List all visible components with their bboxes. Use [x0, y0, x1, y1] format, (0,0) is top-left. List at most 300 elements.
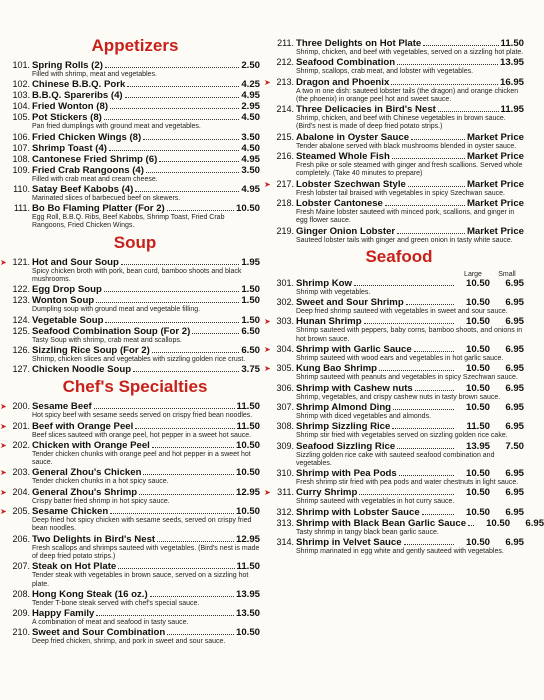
menu-item — [270, 517, 544, 537]
item-price: Market Price — [466, 225, 524, 237]
item-price: 10.50 — [235, 203, 260, 215]
right-column — [264, 0, 544, 556]
chili-pepper-icon: ➤ — [0, 507, 7, 517]
menu-item — [270, 537, 528, 556]
item-header — [12, 314, 260, 326]
item-number: 111. — [13, 203, 30, 214]
item-number: 127. — [12, 364, 30, 375]
menu-item — [0, 401, 264, 420]
item-number: 125. — [12, 325, 30, 336]
item-name: Steak on Hot Plate — [32, 561, 117, 573]
item-header — [12, 533, 260, 545]
item-header — [12, 101, 260, 113]
menu-item — [6, 165, 264, 184]
leader-dots — [143, 474, 234, 475]
item-number: 307. — [276, 401, 294, 412]
menu-item — [264, 76, 528, 105]
item-number: 122. — [12, 284, 30, 295]
item-header — [12, 256, 260, 268]
menu-item — [6, 60, 264, 79]
menu-item — [6, 345, 264, 364]
item-header — [12, 588, 260, 600]
price-small: 6.95 — [505, 363, 524, 375]
item-name: General Zhou's Chicken — [32, 467, 142, 479]
leader-dots — [110, 108, 239, 109]
item-header — [276, 344, 524, 356]
item-header — [12, 164, 260, 176]
item-description: Shrimp with vegetables. — [296, 288, 371, 296]
item-name: Three Delicacies in Bird's Nest — [296, 104, 436, 116]
item-header — [12, 131, 260, 143]
item-name: Seafood Combination Soup (For 2) — [32, 325, 191, 337]
item-name: Seafood Sizzling Rice — [296, 440, 396, 452]
menu-item — [270, 132, 528, 151]
item-name: Sweet and Sour Shrimp — [296, 297, 404, 309]
item-name: Bo Bo Flaming Platter (For 2) — [32, 203, 165, 215]
item-number: 310. — [276, 468, 294, 479]
item-price: Market Price — [466, 131, 524, 143]
item-number: 202. — [12, 439, 30, 450]
item-number: 101. — [12, 60, 30, 70]
item-name: Three Delights on Hot Plate — [296, 38, 422, 49]
price-large: 10.50 — [486, 517, 511, 529]
menu-item — [264, 316, 528, 344]
item-header — [12, 325, 260, 337]
leader-dots — [104, 291, 240, 292]
item-number: 214. — [276, 104, 294, 115]
item-name: Shrimp Almond Ding — [296, 401, 392, 413]
item-name: B.B.Q. Spareribs (4) — [32, 90, 123, 102]
item-description: Tender chicken chunks with orange peel and hot pepper in a sweet hot sauce. — [32, 450, 251, 467]
item-description: Sauteed lobster tails with ginger and green onion in tasty white sauce. — [296, 236, 513, 244]
menu-item — [0, 439, 264, 468]
menu-item — [6, 90, 264, 101]
chili-pepper-icon: ➤ — [0, 402, 7, 412]
item-number: 110. — [13, 183, 30, 194]
menu-item — [6, 184, 264, 203]
leader-dots — [121, 264, 239, 265]
leader-dots — [143, 139, 239, 140]
item-header — [13, 203, 260, 215]
price-large: 10.50 — [465, 363, 490, 375]
specialties-title: Chef's Specialties — [62, 377, 208, 397]
item-number: 306. — [276, 382, 294, 393]
item-header — [12, 627, 260, 639]
item-name: Shrimp with Black Bean Garlic Sauce — [296, 517, 467, 529]
item-name: Hot and Sour Soup — [32, 256, 119, 268]
price-large: 11.50 — [466, 421, 490, 433]
item-description: Tender steak with vegetables in brown sauce, served on a sizzling hot plate. — [32, 572, 249, 588]
item-header — [12, 295, 260, 307]
leader-dots — [104, 119, 239, 120]
item-description: Fresh pike or sole steamed with ginger and fresh scallions. Served whole completely. (Take 40 minutes to prepare) — [296, 162, 523, 178]
item-price: 3.75 — [241, 364, 260, 376]
item-description: Beef slices sauteed with orange peel, hot pepper in a sweet hot sauce. — [32, 431, 252, 439]
item-number: 311. — [277, 487, 294, 498]
item-description: Deep fried shrimp sauteed with vegetables in sweet and sour sauce. — [296, 308, 508, 316]
item-description: Crispy batter fried shrimp in hot spicy sauce. — [32, 497, 170, 505]
item-header — [12, 364, 260, 376]
menu-item — [270, 297, 528, 316]
leader-dots — [94, 408, 235, 409]
item-name: Sizzling Rice Soup (For 2) — [32, 344, 150, 356]
item-header — [276, 440, 524, 452]
menu-item — [264, 363, 528, 382]
leader-dots — [157, 541, 234, 542]
item-header — [12, 608, 260, 620]
menu-item — [6, 589, 264, 608]
item-description: Fresh lobster tail braised with vegetables in spicy Szechwan sauce. — [296, 189, 505, 197]
price-small: 7.50 — [505, 440, 524, 452]
item-number: 102. — [12, 79, 30, 90]
price-large: 10.50 — [465, 277, 490, 289]
item-price: 11.95 — [500, 104, 524, 116]
menu-item — [0, 467, 264, 486]
size-large-label: Large — [464, 270, 482, 278]
leader-dots — [404, 544, 454, 545]
leader-dots — [438, 111, 499, 112]
item-header — [277, 38, 524, 49]
item-name: Shrimp Sizzling Rice — [296, 421, 391, 433]
leader-dots — [96, 615, 234, 616]
item-number: 207. — [12, 561, 30, 572]
item-number: 126. — [12, 344, 30, 355]
left-column — [0, 0, 264, 647]
item-description: Tender chicken chunks in a hot spicy sauce. — [32, 478, 169, 486]
leader-dots — [109, 150, 239, 151]
leader-dots — [408, 186, 465, 187]
leader-dots — [135, 428, 234, 429]
leader-dots — [423, 45, 498, 46]
item-description: Deep fried hot spicy chicken with sesame seeds, served on crispy fried bean noodles. — [32, 517, 252, 533]
item-price: Market Price — [466, 151, 524, 163]
menu-item — [0, 506, 264, 534]
price-small: 6.95 — [505, 316, 524, 328]
menu-item — [270, 278, 528, 297]
menu-item — [6, 608, 264, 627]
item-header — [12, 60, 260, 71]
item-price: Market Price — [466, 197, 524, 209]
chili-pepper-icon: ➤ — [0, 421, 7, 431]
item-price: 10.50 — [235, 439, 260, 451]
item-price: 10.50 — [235, 627, 260, 639]
item-number: 219. — [276, 225, 294, 236]
item-number: 123. — [12, 295, 30, 306]
price-small: 6.95 — [505, 401, 524, 413]
item-name: Chicken with Orange Peel — [32, 439, 150, 451]
item-description: A two in one dish: sauteed lobster tails (the dragon) and orange chicken (the phoenix) in orange peel hot and sweet sauce. — [296, 87, 519, 103]
item-number: 215. — [276, 131, 294, 142]
item-number: 309. — [276, 440, 294, 451]
item-number: 211. — [277, 38, 294, 48]
leader-dots — [392, 158, 465, 159]
item-description: Shrimp, chicken, and beef with Chinese vegetables in brown sauce. (Bird's nest is made of deep fried potato strips.) — [296, 115, 506, 131]
item-header — [276, 506, 524, 518]
menu-item — [270, 151, 528, 179]
leader-dots — [125, 97, 240, 98]
menu-item — [6, 112, 264, 131]
leader-dots — [364, 323, 454, 324]
item-price: 11.50 — [236, 561, 260, 573]
item-header — [12, 112, 260, 124]
menu-item — [6, 203, 264, 231]
price-small: 6.95 — [505, 421, 524, 433]
menu-item — [6, 534, 264, 562]
item-description: Filled with crab meat and cream cheese. — [32, 175, 158, 183]
menu-item — [6, 154, 264, 165]
item-name: Dragon and Phoenix — [296, 76, 390, 88]
price-small: 6.95 — [505, 468, 524, 480]
item-number: 208. — [12, 588, 30, 599]
item-name: Lobster Szechwan Style — [296, 178, 406, 190]
item-number: 105. — [12, 112, 30, 123]
leader-dots — [135, 191, 239, 192]
leader-dots — [397, 64, 498, 65]
menu-item — [6, 132, 264, 143]
item-price: 4.95 — [241, 183, 260, 195]
item-number: 206. — [12, 533, 30, 544]
leader-dots — [397, 233, 465, 234]
leader-dots — [127, 86, 239, 87]
menu-item — [264, 178, 528, 198]
item-header — [12, 439, 260, 451]
item-name: Fried Crab Rangoons (4) — [32, 164, 144, 176]
item-header — [12, 142, 260, 154]
item-number: 103. — [12, 90, 30, 101]
item-description: Sizzling golden rice cake with sauteed seafood combination and vegetables. — [296, 451, 495, 467]
leader-dots — [110, 513, 234, 514]
menu-item — [264, 487, 528, 506]
item-name: Egg Drop Soup — [32, 284, 102, 296]
item-name: Shrimp with Lobster Sauce — [296, 506, 420, 518]
price-large: 10.50 — [465, 537, 490, 549]
item-description: Shrimp, vegetables, and crispy cashew nuts in tasty brown sauce. — [296, 393, 501, 401]
price-large: 13.95 — [465, 440, 490, 452]
price-large: 10.50 — [465, 316, 490, 328]
item-header — [276, 104, 524, 116]
menu-item — [6, 315, 264, 326]
item-price: 11.50 — [236, 420, 260, 432]
chili-pepper-icon: ➤ — [0, 440, 7, 450]
item-price: 4.25 — [241, 79, 260, 91]
item-price: 4.95 — [241, 90, 260, 102]
item-name: Hong Kong Steak (16 oz.) — [32, 588, 148, 600]
item-number: 104. — [12, 101, 30, 112]
item-price: 1.50 — [241, 284, 260, 296]
item-header — [276, 382, 524, 394]
item-header — [12, 90, 260, 102]
item-header — [276, 277, 524, 289]
price-small: 6.95 — [505, 382, 524, 394]
appetizers-title: Appetizers — [91, 36, 179, 55]
chili-pepper-icon: ➤ — [264, 179, 271, 189]
item-header — [276, 76, 524, 88]
chili-pepper-icon: ➤ — [264, 317, 271, 327]
leader-dots — [399, 475, 454, 476]
price-small: 6.95 — [505, 537, 524, 549]
menu-item — [6, 326, 264, 345]
item-name: Shrimp with Cashew nuts — [296, 382, 413, 394]
item-name: Fried Wonton (8) — [32, 101, 109, 113]
chili-pepper-icon: ➤ — [0, 257, 7, 267]
item-name: Lobster Cantonese — [296, 197, 383, 209]
item-number: 201. — [12, 420, 30, 431]
item-number: 209. — [12, 608, 30, 619]
item-description: Shrimp sauteed with wood ears and vegetables in hot garlic sauce. — [296, 355, 504, 363]
item-price: 6.50 — [241, 344, 260, 356]
item-header — [276, 316, 524, 328]
item-price: 16.95 — [499, 76, 524, 88]
item-name: Steamed Whole Fish — [296, 151, 390, 163]
item-header — [12, 401, 260, 413]
leader-dots — [152, 447, 234, 448]
leader-dots — [118, 568, 234, 569]
item-description: Tasty Soup with shrimp, crab meat and scallops. — [32, 336, 182, 344]
item-price: 1.95 — [241, 256, 260, 268]
leader-dots — [411, 139, 465, 140]
menu-item — [6, 101, 264, 112]
leader-dots — [167, 210, 234, 211]
item-header — [277, 487, 524, 499]
item-price: 4.95 — [241, 153, 260, 165]
item-number: 108. — [12, 153, 30, 164]
seafood-title: Seafood — [365, 246, 433, 266]
menu-item — [6, 561, 264, 589]
item-header — [276, 421, 524, 433]
leader-dots — [414, 351, 454, 352]
item-header — [12, 506, 260, 518]
item-header — [12, 79, 260, 91]
item-price: 12.95 — [235, 486, 260, 498]
item-header — [12, 420, 260, 432]
chili-pepper-icon: ➤ — [264, 345, 271, 355]
leader-dots — [192, 333, 239, 334]
leader-dots — [393, 409, 454, 410]
chili-pepper-icon: ➤ — [264, 488, 271, 498]
menu-item — [0, 486, 264, 506]
leader-dots — [96, 302, 239, 303]
menu-item — [6, 627, 264, 646]
menu-item — [270, 38, 528, 57]
item-description: Shrimp sauteed with peppers, baby corns, bamboo shoots, and onions in hot brown sauce. — [296, 327, 523, 343]
leader-dots — [385, 205, 465, 206]
leader-dots — [167, 634, 234, 635]
item-description: Shrimp with diced vegetables and almonds. — [296, 412, 432, 420]
item-name: Chinese B.B.Q. Pork — [32, 79, 126, 91]
leader-dots — [146, 172, 239, 173]
price-large: 10.50 — [465, 487, 490, 499]
item-name: Shrimp with Pea Pods — [296, 468, 397, 480]
item-name: Sweet and Sour Combination — [32, 627, 166, 639]
menu-item — [270, 507, 528, 518]
menu-item — [270, 104, 528, 132]
item-description: Shrimp, chicken, and beef with vegetables, served on a sizzling hot plate. — [296, 49, 524, 56]
leader-dots — [359, 494, 454, 495]
leader-dots — [105, 322, 239, 323]
item-header — [12, 467, 260, 479]
item-number: 124. — [12, 314, 30, 325]
item-number: 106. — [12, 131, 30, 142]
item-description: Dumpling soup with ground meat and vegetable filling. — [32, 306, 201, 314]
item-number: 109. — [12, 164, 30, 175]
item-name: Pot Stickers (8) — [32, 112, 102, 124]
item-description: Tasty shrimp in tangy black bean garlic sauce. — [296, 528, 439, 536]
price-large: 10.50 — [465, 506, 490, 518]
item-description: Tender abalone served with black mushrooms blended in oyster sauce. — [296, 142, 517, 150]
leader-dots — [133, 371, 239, 372]
item-header — [12, 344, 260, 356]
item-name: Sesame Chicken — [32, 506, 109, 518]
item-name: Chicken Noodle Soup — [32, 364, 132, 376]
item-description: Hot spicy beef with sesame seeds served on crispy fried bean noodles. — [32, 412, 253, 420]
menu-item — [6, 364, 264, 375]
item-header — [276, 297, 524, 309]
chili-pepper-icon: ➤ — [264, 364, 271, 374]
item-price: 10.50 — [235, 506, 260, 518]
item-number: 200. — [12, 401, 30, 412]
menu-item — [6, 295, 264, 314]
item-price: 10.50 — [235, 467, 260, 479]
item-header — [276, 468, 524, 480]
item-description: Tender T-bone steak served with chef's special sauce. — [32, 599, 200, 607]
item-number: 204. — [12, 486, 30, 497]
leader-dots — [354, 285, 454, 286]
price-small: 6.95 — [505, 277, 524, 289]
item-number: 216. — [276, 151, 294, 162]
item-description: Shrimp sauteed with vegetables in hot curry sauce. — [296, 498, 455, 506]
item-description: Pan fried dumplings with ground meat and vegetables. — [32, 123, 201, 131]
item-name: Two Delights in Bird's Nest — [32, 533, 156, 545]
item-price: 11.50 — [236, 401, 260, 413]
item-number: 303. — [276, 316, 294, 327]
item-header — [276, 131, 524, 143]
item-number: 304. — [276, 344, 294, 355]
item-description: Shrimp sauteed with peanuts and vegetables in spicy Szechwan sauce. — [296, 374, 518, 382]
leader-dots — [415, 390, 454, 391]
item-header — [12, 153, 260, 165]
menu-item — [264, 344, 528, 363]
item-description: Filled with shrimp, meat and vegetables. — [32, 71, 157, 78]
price-small: 6.95 — [505, 487, 524, 499]
item-name: Shrimp Kow — [296, 277, 352, 289]
item-price: 6.50 — [241, 325, 260, 337]
item-number: 308. — [276, 421, 294, 432]
item-name: Satay Beef Kabobs (4) — [32, 183, 134, 195]
item-price: 1.50 — [241, 295, 260, 307]
item-price: 13.50 — [235, 608, 260, 620]
item-header — [12, 486, 260, 498]
item-name: Beef with Orange Peel — [32, 420, 134, 432]
item-price: 13.95 — [499, 57, 524, 69]
item-price: 2.50 — [241, 60, 260, 71]
item-header — [276, 517, 544, 529]
menu-item — [270, 402, 528, 421]
item-header — [13, 183, 260, 195]
item-name: Shrimp Toast (4) — [32, 142, 107, 154]
item-name: Kung Bao Shrimp — [296, 363, 378, 375]
item-name: Happy Family — [32, 608, 95, 620]
item-header — [276, 363, 524, 375]
price-small: 6.95 — [505, 344, 524, 356]
item-price: 4.50 — [241, 142, 260, 154]
item-number: 210. — [12, 627, 30, 638]
leader-dots — [468, 525, 474, 526]
leader-dots — [159, 161, 239, 162]
item-number: 213. — [276, 76, 294, 87]
item-name: Hunan Shrimp — [296, 316, 362, 328]
leader-dots — [152, 352, 240, 353]
item-description: Shrimp, chicken slices and vegetables with sizzling golden rice crust. — [32, 355, 246, 363]
